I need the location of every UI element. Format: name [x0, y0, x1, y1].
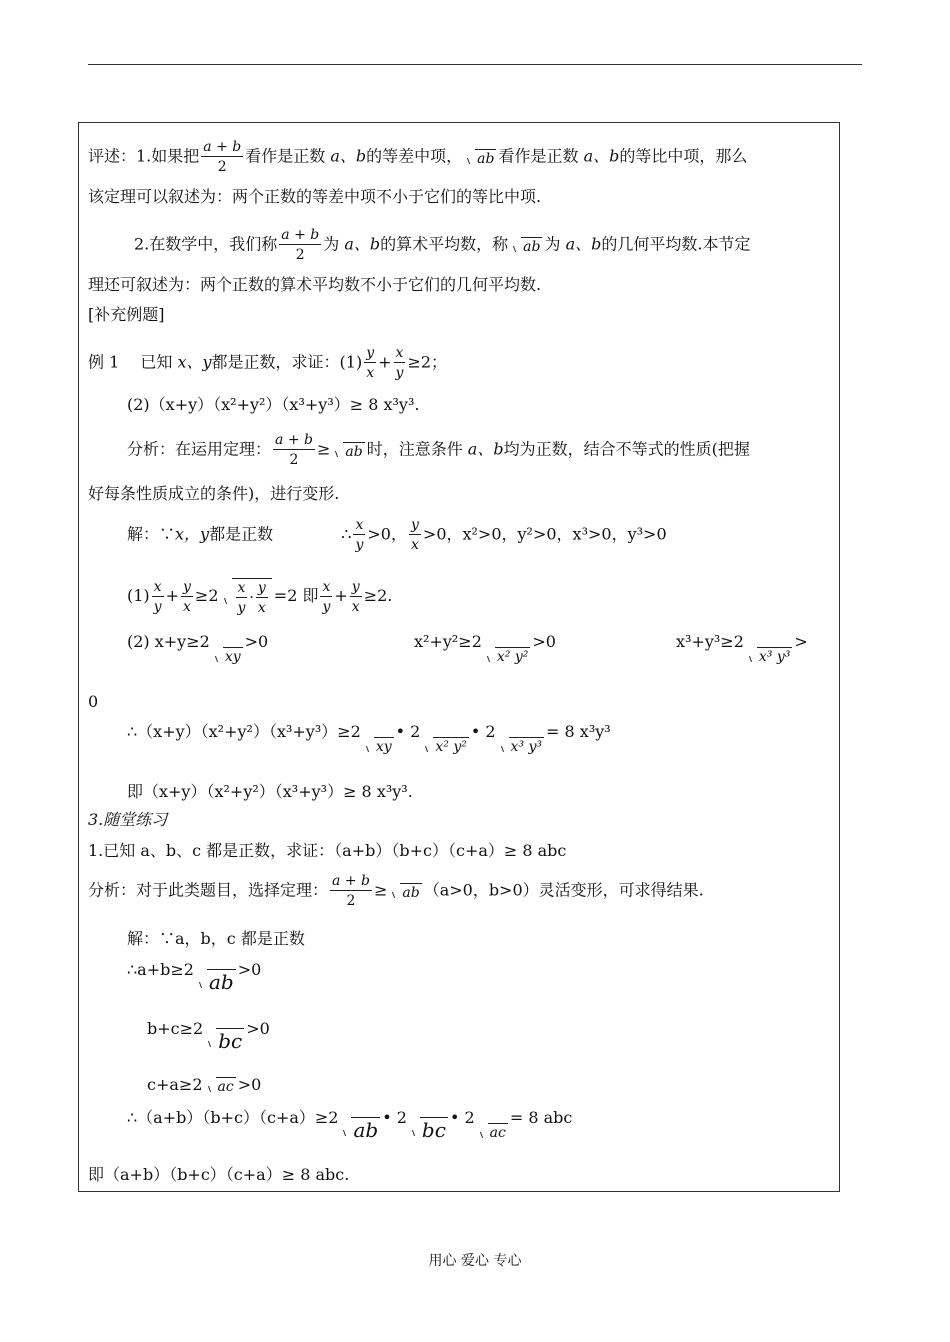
radicand: ab	[345, 443, 363, 460]
fraction-y-over-x	[181, 580, 193, 614]
text: 分析：在运用定理：	[127, 439, 272, 459]
practice-step-3	[147, 1077, 261, 1094]
var: a、b	[467, 439, 504, 459]
sqrt-x2y2	[422, 737, 468, 754]
denominator: 2	[346, 893, 356, 909]
numerator: y	[182, 578, 191, 595]
denominator: 2	[289, 452, 299, 468]
numerator: a + b	[281, 227, 320, 243]
text: >0	[244, 632, 269, 651]
denominator: x	[182, 598, 191, 615]
numerator: y	[366, 345, 375, 361]
text: >0	[532, 632, 556, 651]
text: 均为正数，结合不等式的性质(把握	[503, 439, 750, 459]
numerator: y	[410, 517, 419, 533]
radicand: xy	[375, 739, 392, 755]
analysis-line-2: 好每条性质成立的条件)，进行变形.	[88, 484, 340, 503]
text: = 8 x³y³	[546, 722, 611, 741]
practice-step-1	[127, 962, 261, 992]
sqrt-bc	[205, 1028, 244, 1051]
fraction-y-over-x	[350, 580, 362, 614]
text: x²+y²≥2	[414, 632, 482, 651]
fraction-x-over-y	[236, 581, 248, 615]
text: ∴（x+y）（x²+y²）（x³+y³）≥2	[127, 722, 361, 741]
radicand: x³ y³	[758, 649, 791, 665]
var: a、b	[330, 146, 367, 166]
text: • 2	[470, 722, 496, 741]
numerator: x	[395, 345, 404, 361]
radicand: ab	[477, 150, 495, 167]
remark-line-4: 理还可叙述为：两个正数的算术平均数不小于它们的几何平均数.	[88, 275, 542, 294]
text: 的等差中项，	[366, 146, 463, 166]
sqrt-x3y3	[746, 647, 792, 664]
text: >0，	[367, 524, 407, 544]
practice-conclusion: 即（a+b）（b+c）（c+a）≥ 8 abc.	[88, 1165, 350, 1184]
sqrt-product	[221, 578, 272, 615]
therefore: ∴	[341, 524, 352, 544]
fraction-x-over-y	[353, 518, 365, 552]
numerator: y	[257, 580, 266, 596]
denominator: 2	[295, 247, 305, 263]
fraction-y-over-x	[364, 346, 376, 380]
text: 为	[544, 234, 561, 254]
numerator: a + b	[203, 139, 242, 155]
radicand: x³ y³	[510, 739, 543, 755]
text: ≥2.	[363, 586, 393, 605]
fraction-y-over-x	[256, 581, 268, 615]
analysis-line-1	[127, 433, 750, 467]
text: • 2	[382, 1108, 407, 1127]
radicand: bc	[421, 1118, 446, 1142]
text: （a>0，b>0）灵活变形，可求得结果.	[423, 880, 704, 900]
page-footer: 用心 爱心 专心	[428, 1253, 522, 1269]
text: 都是正数，求证：(1)	[211, 352, 363, 372]
denominator: y	[237, 600, 246, 616]
solution-line-1	[127, 518, 667, 552]
sqrt-ac	[205, 1077, 236, 1094]
fraction-y-over-x	[409, 518, 421, 552]
text: 为	[323, 234, 340, 254]
sqrt-xy	[212, 647, 243, 664]
fraction-a-plus-b-over-2	[279, 228, 321, 262]
remark-line-1	[88, 140, 747, 174]
solution-conclusion: 即（x+y）（x²+y²）（x³+y³）≥ 8 x³y³.	[127, 782, 413, 801]
denominator: y	[355, 537, 364, 553]
solution-product-line	[127, 724, 611, 754]
geq: ≥	[316, 439, 331, 459]
radicand	[232, 578, 272, 615]
numerator: x	[355, 517, 364, 533]
numerator: y	[351, 578, 360, 595]
fraction-x-over-y	[320, 580, 332, 614]
text: 看作是正数	[245, 146, 326, 166]
text: 的几何平均数.本节定	[601, 234, 751, 254]
remark-line-3	[134, 228, 750, 262]
radicand: ab	[353, 1118, 379, 1142]
var: a、b	[344, 234, 381, 254]
sqrt-ab	[389, 883, 421, 900]
text: 的算术平均数，称	[380, 234, 509, 254]
solution-part-2a	[127, 634, 268, 664]
text: = 8 abc	[509, 1108, 573, 1127]
numerator: a + b	[275, 432, 313, 448]
example-1-part-2: (2)（x+y）（x²+y²）（x³+y³）≥ 8 x³y³.	[127, 395, 420, 414]
radicand: ab	[523, 238, 541, 255]
var: x，y	[175, 524, 210, 544]
text: 分析：对于此类题目，选择定理：	[88, 880, 329, 900]
numerator: a + b	[332, 873, 370, 889]
text: >0	[237, 1075, 262, 1094]
var: a、b	[565, 234, 602, 254]
sqrt-x3y3	[498, 737, 544, 754]
fraction-x-over-y	[152, 580, 164, 614]
solution-part-2-wrap: 0	[88, 692, 99, 711]
var: x、y	[177, 352, 212, 372]
practice-analysis	[88, 874, 704, 908]
solution-part-1: (1) $\frac{x}{y}$ + $\frac{y}{x}$ ≥2 $\frac{x}{y}$ · $\frac{y}{x}$ =2 即 $\frac{x}{y}$ + $\frac{y}{x}$ ≥2.	[127, 578, 393, 616]
radicand: x² y²	[496, 649, 529, 665]
text: =2 即	[273, 586, 319, 605]
text: x³+y³≥2	[676, 632, 744, 651]
denominator: y	[153, 598, 162, 615]
text: • 2	[449, 1108, 475, 1127]
text: (2) x+y≥2	[127, 632, 210, 651]
denominator: x	[410, 537, 419, 553]
radicand: xy	[224, 649, 241, 665]
fraction-a-plus-b-over-2	[201, 140, 243, 174]
sqrt-ab	[332, 442, 364, 459]
denominator: x	[366, 365, 375, 381]
radicand: x² y²	[435, 739, 467, 755]
fraction-x-over-y	[394, 346, 406, 380]
text: 看作是正数	[498, 146, 579, 166]
text: ∴（a+b）（b+c）（c+a）≥2	[127, 1108, 339, 1127]
var: a、b	[583, 146, 620, 166]
example-1-statement: 例 1 已知 x、y都是正数，求证：(1) $\frac{y}{x}$ + $\frac{x}{y}$ ≥2；	[88, 345, 448, 381]
text: 的等比中项，那么	[619, 146, 748, 166]
text: >	[794, 632, 808, 651]
denominator: x	[257, 600, 266, 616]
radicand: bc	[218, 1029, 243, 1053]
practice-step-2	[147, 1021, 270, 1051]
text: ∴a+b≥2	[127, 960, 194, 979]
text: 时，注意条件	[366, 439, 463, 459]
sqrt-x2y2	[484, 647, 530, 664]
denominator: y	[395, 365, 404, 381]
practice-solution-1: 解：∵a，b，c 都是正数	[127, 929, 305, 948]
sqrt-ab	[340, 1117, 380, 1140]
text: c+a≥2	[147, 1075, 203, 1094]
sqrt-ab	[510, 237, 542, 254]
fraction-a-plus-b-over-2	[273, 433, 315, 467]
text: 例 1 已知	[88, 352, 173, 372]
geq: ≥	[194, 586, 209, 605]
sqrt-ab	[196, 969, 236, 992]
text: >0	[246, 1019, 270, 1038]
dot: ·	[249, 590, 254, 606]
sqrt-xy	[363, 737, 394, 754]
solution-part-2c	[676, 634, 808, 664]
two: 2	[208, 586, 219, 605]
text: >0，x²>0，y²>0，x³>0，y³>0	[422, 524, 667, 544]
denominator: 2	[217, 159, 227, 175]
header-rule	[88, 64, 862, 65]
text: ≥2；	[407, 352, 448, 372]
text: 解：∵	[127, 524, 176, 544]
numerator: x	[322, 578, 331, 595]
radicand: ab	[208, 970, 234, 994]
radicand: ab	[402, 884, 420, 901]
radicand: ac	[489, 1125, 506, 1141]
sqrt-ab	[464, 149, 496, 166]
sqrt-ac	[477, 1123, 508, 1140]
section-practice: 3.随堂练习	[88, 810, 168, 829]
text: b+c≥2	[147, 1019, 204, 1038]
numerator: x	[153, 578, 162, 595]
text: >0	[237, 960, 262, 979]
numerator: x	[237, 580, 246, 596]
practice-1-statement: 1.已知 a、b、c 都是正数，求证：（a+b）（b+c）（c+a）≥ 8 abc	[88, 841, 567, 860]
solution-part-2b	[414, 634, 556, 664]
text: • 2	[395, 722, 421, 741]
remark-line-2: 该定理可以叙述为：两个正数的等差中项不小于它们的等比中项.	[88, 187, 542, 206]
radicand: ac	[217, 1079, 234, 1095]
text: 评述：1.如果把	[88, 146, 200, 166]
geq: ≥	[373, 880, 388, 900]
text: (1)	[127, 586, 150, 605]
text: 都是正数	[209, 524, 274, 544]
sqrt-bc	[409, 1117, 448, 1140]
denominator: y	[322, 598, 331, 615]
fraction-a-plus-b-over-2	[330, 874, 372, 908]
section-supplement: [补充例题]	[88, 305, 165, 324]
denominator: x	[351, 598, 360, 615]
text: 2.在数学中，我们称	[134, 234, 278, 254]
practice-product-line	[127, 1110, 572, 1140]
